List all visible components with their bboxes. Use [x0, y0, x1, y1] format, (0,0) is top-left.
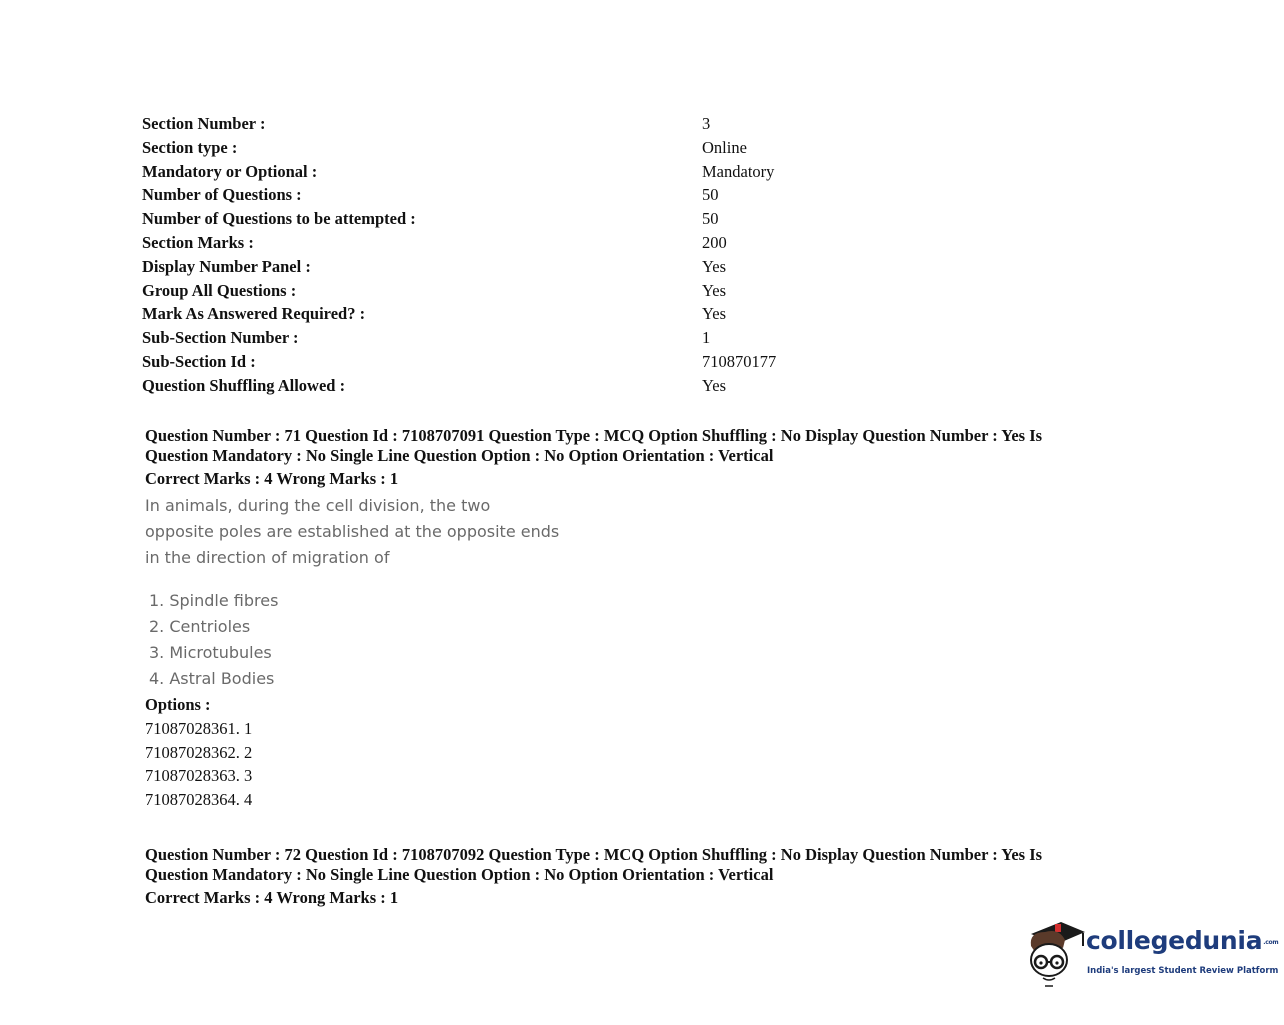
question-72-header	[145, 845, 1145, 908]
question-71-header	[145, 426, 1145, 489]
meta-row	[142, 279, 1042, 303]
meta-value: 50	[702, 209, 719, 229]
collegedunia-logo	[1025, 918, 1279, 990]
question-71-text	[145, 493, 559, 571]
meta-label: Display Number Panel :	[142, 256, 311, 276]
meta-row	[142, 302, 1042, 326]
meta-value: Online	[702, 137, 747, 157]
question-header-line: Question Number : 71 Question Id : 7108707091 Question Type : MCQ Option Shuffling : No Display Question Number : Yes Is	[145, 426, 1043, 445]
logo-name-text: collegedunia	[1086, 926, 1263, 955]
meta-row	[142, 183, 1042, 207]
meta-row	[142, 160, 1042, 184]
meta-label: Question Shuffling Allowed :	[142, 375, 346, 395]
meta-label: Group All Questions :	[142, 280, 297, 300]
question-marks: Correct Marks : 4 Wrong Marks : 1	[145, 888, 399, 907]
meta-value: 200	[702, 232, 727, 252]
mascot-icon	[1025, 918, 1087, 990]
meta-label: Mark As Answered Required? :	[142, 304, 366, 324]
meta-label: Section Marks :	[142, 232, 254, 252]
meta-row	[142, 326, 1042, 350]
option-item: 71087028362. 2	[145, 742, 253, 762]
meta-row	[142, 207, 1042, 231]
meta-row	[142, 136, 1042, 160]
question-marks: Correct Marks : 4 Wrong Marks : 1	[145, 469, 399, 488]
meta-value: 1	[702, 328, 711, 348]
meta-label: Number of Questions to be attempted :	[142, 209, 416, 229]
question-text-line: In animals, during the cell division, the two	[145, 496, 491, 515]
meta-label: Number of Questions :	[142, 185, 302, 205]
option-item: 71087028363. 3	[145, 766, 253, 786]
choice-item: 2. Centrioles	[149, 617, 251, 636]
section-meta-table	[142, 112, 1042, 398]
question-text-line: in the direction of migration of	[145, 548, 390, 567]
choice-item: 4. Astral Bodies	[149, 669, 275, 688]
logo-tagline: India's largest Student Review Platform	[1087, 966, 1279, 976]
question-header-line: Question Number : 72 Question Id : 7108707092 Question Type : MCQ Option Shuffling : No Display Question Number : Yes Is	[145, 845, 1043, 864]
meta-value: 50	[702, 185, 719, 205]
meta-label: Sub-Section Id :	[142, 351, 256, 371]
meta-label: Mandatory or Optional :	[142, 161, 318, 181]
meta-row	[142, 255, 1042, 279]
logo-wordmark	[1086, 926, 1278, 955]
question-71-options	[145, 693, 252, 812]
question-header-line: Question Mandatory : No Single Line Question Option : No Option Orientation : Vertical	[145, 864, 774, 884]
meta-label: Section type :	[142, 137, 238, 157]
meta-value: 3	[702, 114, 711, 133]
meta-value: Mandatory	[702, 161, 775, 181]
meta-row	[142, 231, 1042, 255]
meta-value: Yes	[702, 304, 727, 324]
question-header-line: Question Mandatory : No Single Line Question Option : No Option Orientation : Vertical	[145, 445, 774, 465]
meta-row	[142, 350, 1042, 374]
meta-label: Sub-Section Number :	[142, 328, 299, 348]
meta-value: Yes	[702, 375, 727, 395]
meta-label: Section Number :	[142, 114, 266, 133]
choice-item: 1. Spindle fibres	[149, 591, 279, 610]
question-text-line: opposite poles are established at the opposite ends	[145, 522, 560, 541]
meta-row	[142, 112, 1042, 136]
question-71-choices	[149, 588, 278, 692]
meta-value: Yes	[702, 256, 727, 276]
logo-suffix: .com	[1263, 938, 1279, 946]
option-item: 71087028364. 4	[145, 790, 253, 810]
choice-item: 3. Microtubules	[149, 643, 272, 662]
option-item: 71087028361. 1	[145, 718, 253, 738]
meta-row	[142, 374, 1042, 398]
meta-value: 710870177	[702, 351, 777, 371]
meta-value: Yes	[702, 280, 727, 300]
options-title: Options :	[145, 695, 211, 714]
